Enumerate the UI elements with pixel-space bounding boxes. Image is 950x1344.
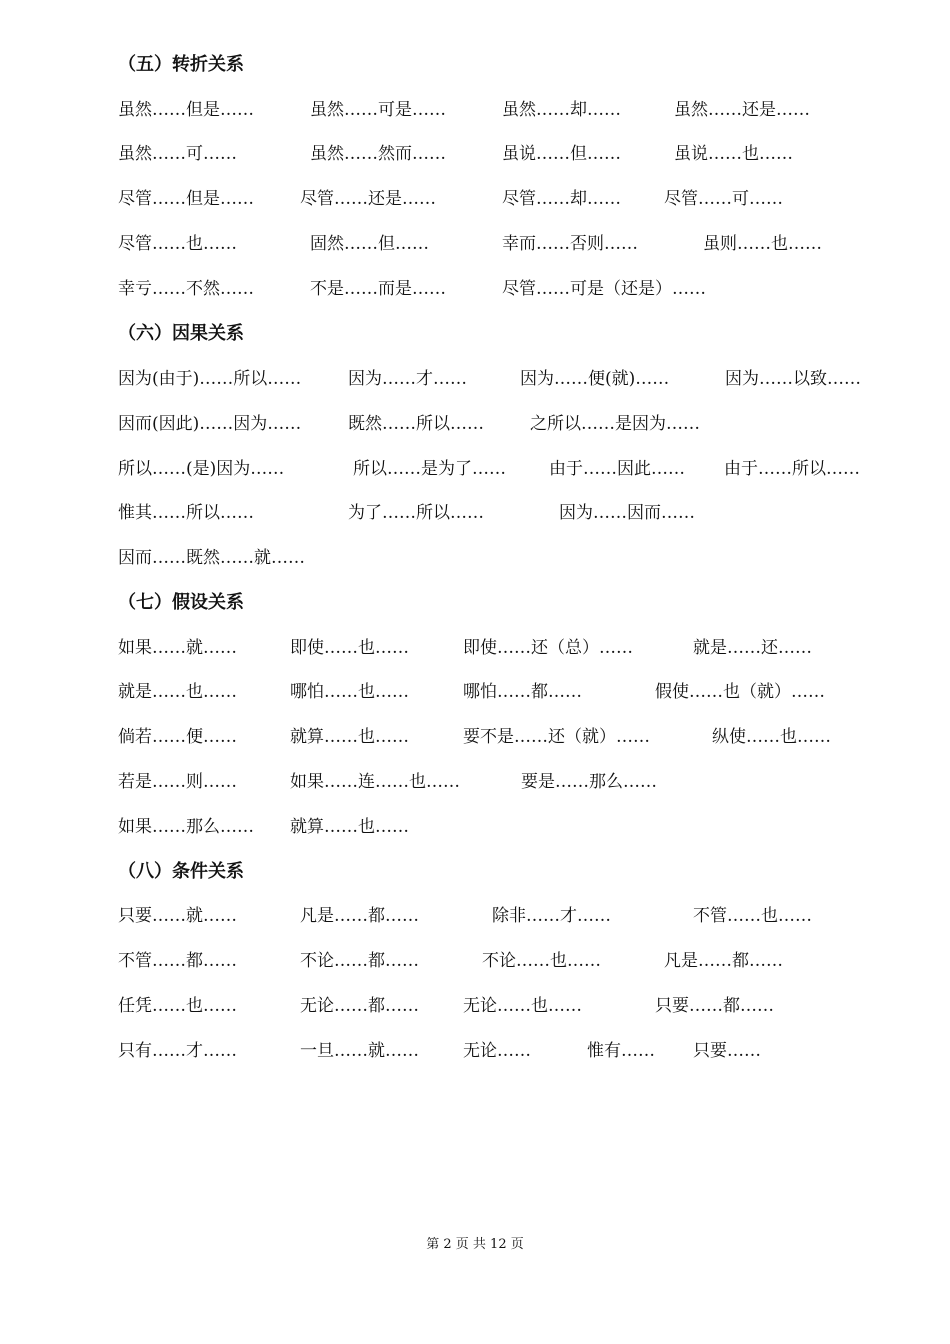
list-item: 如果……那么…… — [118, 817, 254, 837]
list-item: 若是……则…… — [118, 772, 237, 792]
list-item: 为了……所以…… — [348, 503, 484, 523]
list-item: 即使……也…… — [290, 638, 409, 658]
list-item: 尽管……也…… — [118, 234, 237, 254]
list-item: 由于……所以…… — [724, 459, 860, 479]
list-item: 只要……就…… — [118, 906, 237, 926]
list-item: 固然……但…… — [310, 234, 429, 254]
list-item: 倘若……便…… — [118, 727, 237, 747]
list-item: 尽管……但是…… — [118, 189, 254, 209]
list-item: 无论…… — [463, 1041, 531, 1061]
list-item: 只要…… — [693, 1041, 761, 1061]
list-item: 虽然……可…… — [118, 144, 237, 164]
list-item: 即使……还（总）…… — [463, 638, 633, 658]
list-item: 就是……也…… — [118, 682, 237, 702]
list-item: 无论……也…… — [463, 996, 582, 1016]
list-item: 因而……既然……就…… — [118, 548, 305, 568]
list-item: 虽然……还是…… — [674, 100, 810, 120]
list-item: 只要……都…… — [655, 996, 774, 1016]
list-item: 就算……也…… — [290, 727, 409, 747]
list-item: 尽管……可是（还是）…… — [502, 279, 706, 299]
list-item: 要不是……还（就）…… — [463, 727, 650, 747]
list-item: 尽管……可…… — [664, 189, 783, 209]
list-item: 由于……因此…… — [549, 459, 685, 479]
section-heading-yinguo: （六）因果关系 — [118, 323, 244, 344]
list-item: 尽管……还是…… — [300, 189, 436, 209]
list-item: 尽管……却…… — [502, 189, 621, 209]
list-item: 要是……那么…… — [521, 772, 657, 792]
list-item: 不论……都…… — [300, 951, 419, 971]
list-item: 不是……而是…… — [310, 279, 446, 299]
list-item: 凡是……都…… — [300, 906, 419, 926]
list-item: 因为……便(就)…… — [520, 369, 670, 389]
list-item: 凡是……都…… — [664, 951, 783, 971]
list-item: 所以……(是)因为…… — [118, 459, 285, 479]
list-item: 惟有…… — [587, 1041, 655, 1061]
list-item: 因而(因此)……因为…… — [118, 414, 302, 434]
list-item: 之所以……是因为…… — [530, 414, 700, 434]
list-item: 所以……是为了…… — [353, 459, 506, 479]
list-item: 虽说……但…… — [502, 144, 621, 164]
list-item: 虽然……但是…… — [118, 100, 254, 120]
list-item: 除非……才…… — [492, 906, 611, 926]
section-heading-zhuanzhe: （五）转折关系 — [118, 54, 244, 75]
list-item: 因为……以致…… — [725, 369, 861, 389]
list-item: 纵使……也…… — [712, 727, 831, 747]
list-item: 就算……也…… — [290, 817, 409, 837]
list-item: 不论……也…… — [482, 951, 601, 971]
list-item: 只有……才…… — [118, 1041, 237, 1061]
list-item: 惟其……所以…… — [118, 503, 254, 523]
list-item: 任凭……也…… — [118, 996, 237, 1016]
list-item: 就是……还…… — [693, 638, 812, 658]
list-item: 假使……也（就）…… — [655, 682, 825, 702]
section-heading-tiaojian: （八）条件关系 — [118, 861, 244, 882]
list-item: 幸亏……不然…… — [118, 279, 254, 299]
list-item: 虽然……却…… — [502, 100, 621, 120]
list-item: 幸而……否则…… — [502, 234, 638, 254]
list-item: 因为……才…… — [348, 369, 467, 389]
section-heading-jiashe: （七）假设关系 — [118, 592, 244, 613]
list-item: 虽然……可是…… — [310, 100, 446, 120]
list-item: 如果……就…… — [118, 638, 237, 658]
list-item: 虽然……然而…… — [310, 144, 446, 164]
list-item: 如果……连……也…… — [290, 772, 460, 792]
list-item: 虽说……也…… — [674, 144, 793, 164]
list-item: 哪怕……都…… — [463, 682, 582, 702]
list-item: 哪怕……也…… — [290, 682, 409, 702]
list-item: 无论……都…… — [300, 996, 419, 1016]
list-item: 不管……也…… — [693, 906, 812, 926]
list-item: 因为……因而…… — [559, 503, 695, 523]
list-item: 既然……所以…… — [348, 414, 484, 434]
list-item: 因为(由于)……所以…… — [118, 369, 302, 389]
list-item: 一旦……就…… — [300, 1041, 419, 1061]
list-item: 不管……都…… — [118, 951, 237, 971]
page-footer: 第 2 页 共 12 页 — [426, 1237, 524, 1252]
list-item: 虽则……也…… — [703, 234, 822, 254]
